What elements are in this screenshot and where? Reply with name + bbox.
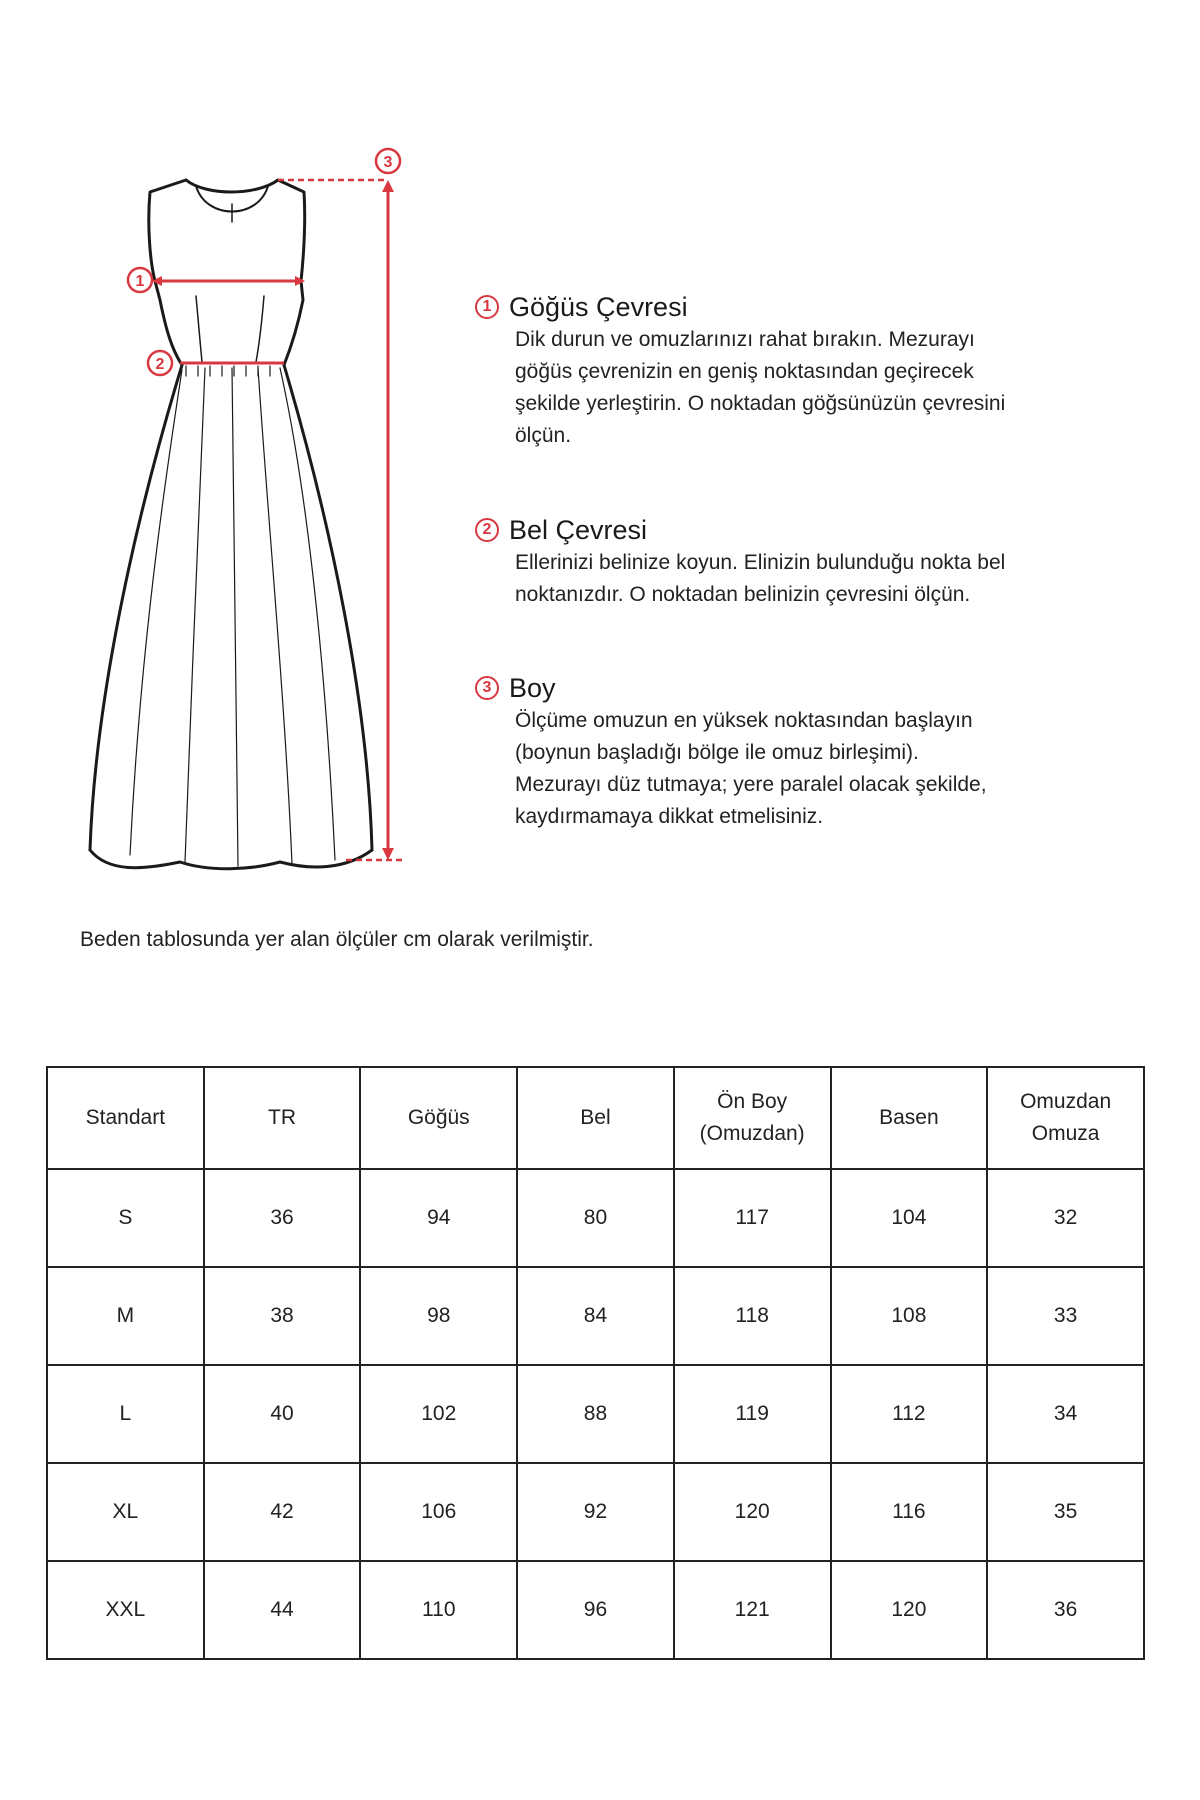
table-cell: 32	[987, 1169, 1144, 1267]
section-length-line: (boynun başladığı bölge ile omuz birleşimi).	[515, 741, 919, 764]
table-cell: 84	[517, 1267, 674, 1365]
figure-label-1	[128, 268, 152, 292]
table-row	[47, 1561, 1144, 1659]
section-length-header	[475, 671, 1115, 705]
table-cell: 106	[360, 1463, 517, 1561]
section-waist-header	[475, 513, 1115, 547]
header-line: Göğüs	[407, 1106, 470, 1129]
section-length-line: Mezurayı düz tutmaya; yere paralel olacak şekilde,	[515, 773, 987, 796]
table-cell: 121	[674, 1561, 831, 1659]
table-cell: 98	[360, 1267, 517, 1365]
section-waist-number: 2	[475, 518, 499, 542]
table-cell: 94	[360, 1169, 517, 1267]
header-bel	[517, 1067, 674, 1169]
header-tr	[204, 1067, 361, 1169]
table-cell: 88	[517, 1365, 674, 1463]
figure-label-1-text: 1	[135, 273, 145, 290]
section-chest-line: şekilde yerleştirin. O noktadan göğsünüzün çevresini	[515, 392, 1006, 415]
table-cell: 92	[517, 1463, 674, 1561]
table-row	[47, 1169, 1144, 1267]
section-waist-body	[515, 547, 1115, 611]
section-length-line: kaydırmamaya dikkat etmelisiniz.	[515, 805, 824, 828]
header-line: Bel	[580, 1106, 611, 1129]
length-arrow-top	[382, 180, 394, 192]
figure-label-2	[148, 351, 172, 375]
header-basen	[831, 1067, 988, 1169]
table-cell: 36	[987, 1561, 1144, 1659]
section-chest-title: Göğüs Çevresi	[509, 291, 688, 322]
section-chest-header	[475, 290, 1115, 324]
table-cell: XXL	[47, 1561, 204, 1659]
figure-label-3	[376, 149, 400, 173]
table-cell: 118	[674, 1267, 831, 1365]
table-cell: M	[47, 1267, 204, 1365]
section-chest-line: ölçün.	[515, 424, 572, 447]
section-length-line: Ölçüme omuzun en yüksek noktasından başlayın	[515, 709, 973, 732]
table-cell: 36	[204, 1169, 361, 1267]
section-chest-line: göğüs çevrenizin en geniş noktasından geçirecek	[515, 360, 974, 383]
table-cell: 38	[204, 1267, 361, 1365]
table-row	[47, 1463, 1144, 1561]
table-cell: 40	[204, 1365, 361, 1463]
figure-label-2-text: 2	[155, 356, 165, 373]
table-cell: 35	[987, 1463, 1144, 1561]
header-line: Omuzdan	[1020, 1090, 1112, 1113]
section-length-number: 3	[475, 676, 499, 700]
section-chest	[475, 290, 1115, 452]
section-waist-line: noktanızdır. O noktadan belinizin çevresini ölçün.	[515, 583, 971, 606]
header-line: TR	[268, 1106, 297, 1129]
header-line: Omuza	[1031, 1122, 1100, 1145]
table-cell: 44	[204, 1561, 361, 1659]
header-omuzdan-omuza	[987, 1067, 1144, 1169]
section-length-body	[515, 705, 1115, 833]
table-cell: 110	[360, 1561, 517, 1659]
units-note: Beden tablosunda yer alan ölçüler cm olarak verilmiştir.	[80, 928, 594, 951]
section-length-title: Boy	[509, 672, 556, 703]
table-cell: 120	[674, 1463, 831, 1561]
table-cell: 34	[987, 1365, 1144, 1463]
header-line: Basen	[879, 1106, 939, 1129]
header-standart	[47, 1067, 204, 1169]
section-waist-title: Bel Çevresi	[509, 514, 648, 545]
table-cell: 112	[831, 1365, 988, 1463]
header-on-boy	[674, 1067, 831, 1169]
table-row	[47, 1267, 1144, 1365]
length-arrow-bottom	[382, 848, 394, 860]
table-cell: 120	[831, 1561, 988, 1659]
table-cell: 33	[987, 1267, 1144, 1365]
header-line: Standart	[85, 1106, 166, 1129]
table-cell: 116	[831, 1463, 988, 1561]
table-cell: 108	[831, 1267, 988, 1365]
size-table	[46, 1066, 1145, 1660]
section-waist	[475, 513, 1115, 611]
table-cell: 102	[360, 1365, 517, 1463]
section-chest-body	[515, 324, 1115, 452]
table-cell: L	[47, 1365, 204, 1463]
table-cell: S	[47, 1169, 204, 1267]
table-cell: 117	[674, 1169, 831, 1267]
size-table-header-row	[47, 1067, 1144, 1169]
section-chest-line: Dik durun ve omuzlarınızı rahat bırakın. Mezurayı	[515, 328, 975, 351]
table-cell: XL	[47, 1463, 204, 1561]
table-cell: 119	[674, 1365, 831, 1463]
dress-measurement-diagram	[0, 0, 420, 900]
section-chest-number: 1	[475, 295, 499, 319]
header-line: Ön Boy	[717, 1090, 788, 1113]
figure-label-3-text: 3	[383, 154, 393, 171]
table-cell: 42	[204, 1463, 361, 1561]
table-cell: 104	[831, 1169, 988, 1267]
header-gogus	[360, 1067, 517, 1169]
section-waist-line: Ellerinizi belinize koyun. Elinizin bulunduğu nokta bel	[515, 551, 1006, 574]
table-cell: 96	[517, 1561, 674, 1659]
section-length	[475, 671, 1115, 833]
header-line: (Omuzdan)	[699, 1122, 805, 1145]
table-cell: 80	[517, 1169, 674, 1267]
table-row	[47, 1365, 1144, 1463]
